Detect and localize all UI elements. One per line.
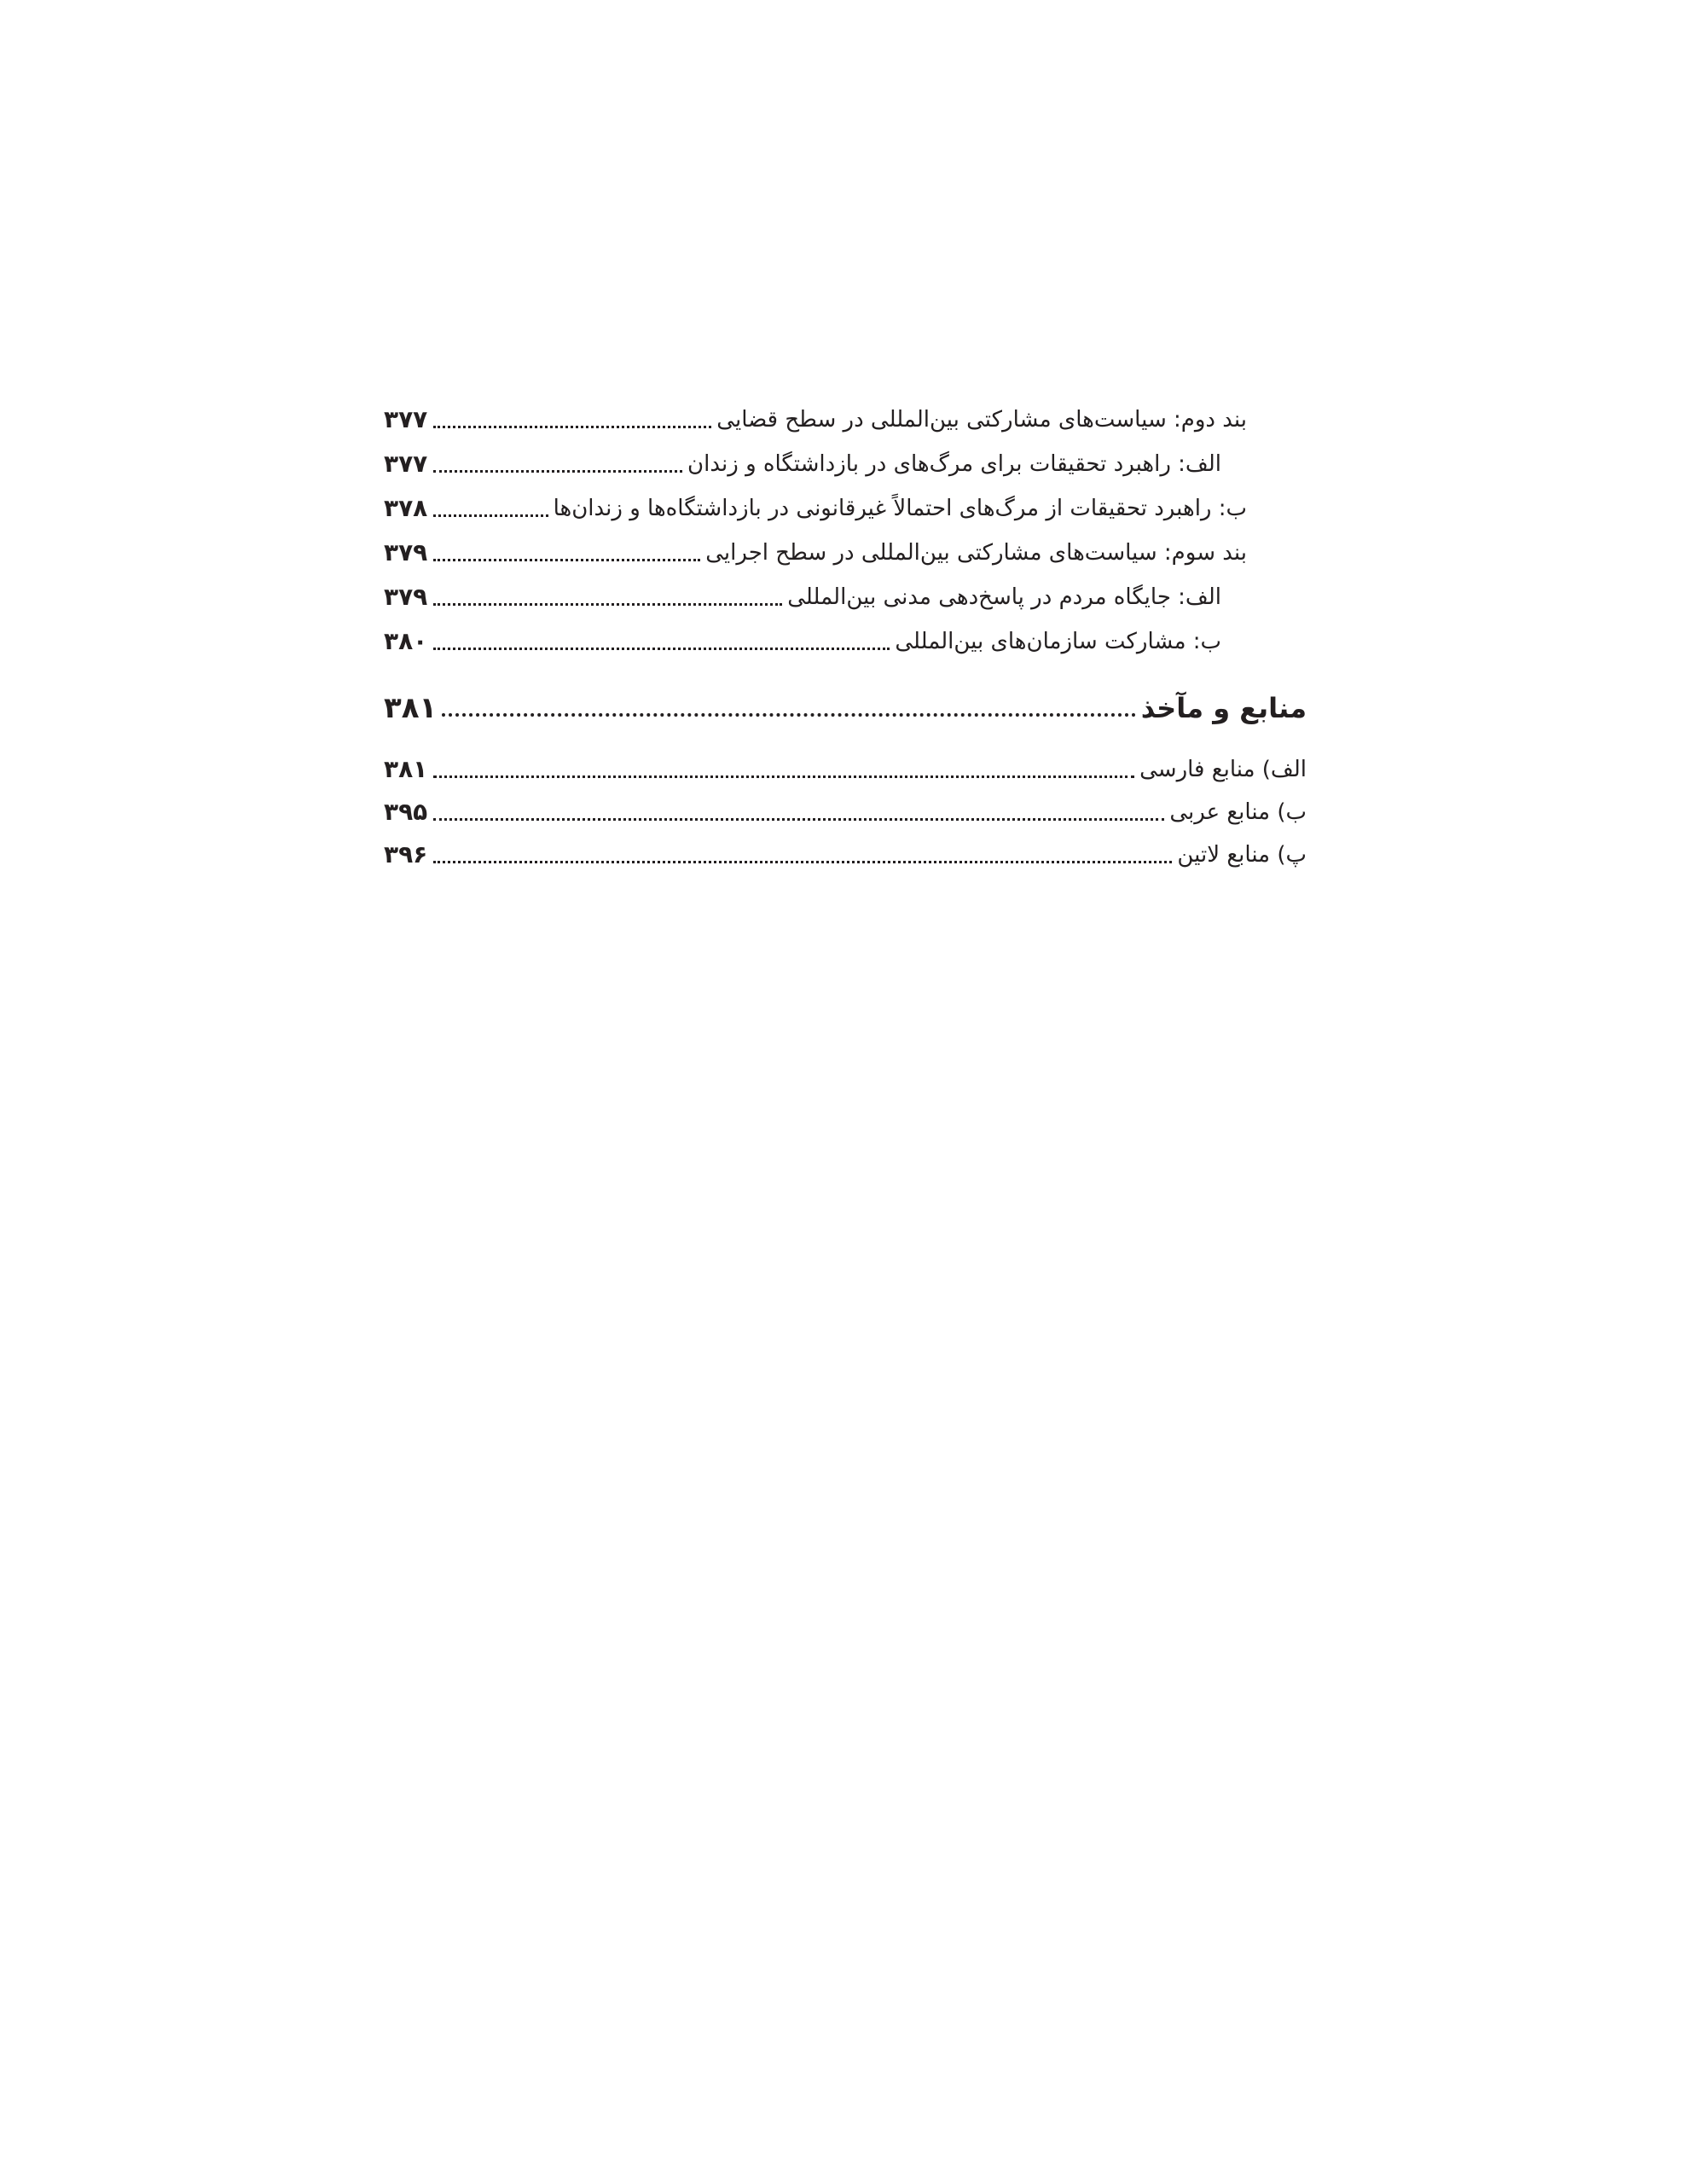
toc-entry-title: الف: راهبرد تحقیقات برای مرگ‌های در بازداشتگاه و زندان <box>687 451 1221 477</box>
toc-entry[interactable] <box>384 572 1221 614</box>
toc-entry[interactable] <box>384 829 1307 872</box>
toc-entry[interactable] <box>384 394 1247 437</box>
table-of-contents <box>384 0 1307 2184</box>
toc-chapter-page: ۳۸۱ <box>384 691 438 725</box>
toc-entry-page: ۳۷۹ <box>384 538 428 566</box>
toc-entry-title: الف: جایگاه مردم در پاسخ‌دهی مدنی بین‌المللی <box>787 584 1221 610</box>
toc-entry[interactable] <box>384 439 1221 481</box>
toc-entry-title: الف) منابع فارسی <box>1139 757 1307 782</box>
dot-leader <box>433 426 711 428</box>
dot-leader <box>433 818 1164 821</box>
toc-entry[interactable] <box>384 483 1247 526</box>
dot-leader <box>442 713 1135 717</box>
dot-leader <box>433 514 548 517</box>
toc-entry-page: ۳۸۰ <box>384 627 428 655</box>
toc-entry[interactable] <box>384 744 1307 787</box>
toc-entry-title: بند دوم: سیاست‌های مشارکتی بین‌المللی در سطح قضایی <box>716 407 1247 433</box>
dot-leader <box>433 861 1172 863</box>
dot-leader <box>433 470 682 473</box>
dot-leader <box>433 648 890 650</box>
toc-entry-page: ۳۷۷ <box>384 405 428 433</box>
toc-entry[interactable] <box>384 787 1307 829</box>
toc-entry-page: ۳۹۶ <box>384 840 428 868</box>
toc-entry-page: ۳۷۹ <box>384 583 428 611</box>
toc-entry-title: ب: راهبرد تحقیقات از مرگ‌های احتمالاً غیرقانونی در بازداشتگاه‌ها و زندان‌ها <box>553 496 1247 521</box>
toc-entry-page: ۳۷۸ <box>384 494 428 522</box>
toc-entry-title: پ) منابع لاتین <box>1177 842 1307 868</box>
toc-chapter-title: منابع و مآخذ <box>1140 692 1307 724</box>
toc-entry-page: ۳۸۱ <box>384 755 428 783</box>
toc-chapter-heading[interactable] <box>384 677 1307 725</box>
toc-entry-title: ب) منابع عربی <box>1169 799 1307 825</box>
dot-leader <box>433 559 700 561</box>
toc-entry-page: ۳۷۷ <box>384 450 428 478</box>
toc-entry-page: ۳۹۵ <box>384 798 428 826</box>
toc-entry-title: ب: مشارکت سازمان‌های بین‌المللی <box>895 629 1221 654</box>
toc-entry-title: بند سوم: سیاست‌های مشارکتی بین‌المللی در سطح اجرایی <box>705 540 1247 566</box>
dot-leader <box>433 775 1134 778</box>
toc-entry[interactable] <box>384 616 1221 659</box>
toc-entry[interactable] <box>384 527 1247 570</box>
dot-leader <box>433 603 782 606</box>
